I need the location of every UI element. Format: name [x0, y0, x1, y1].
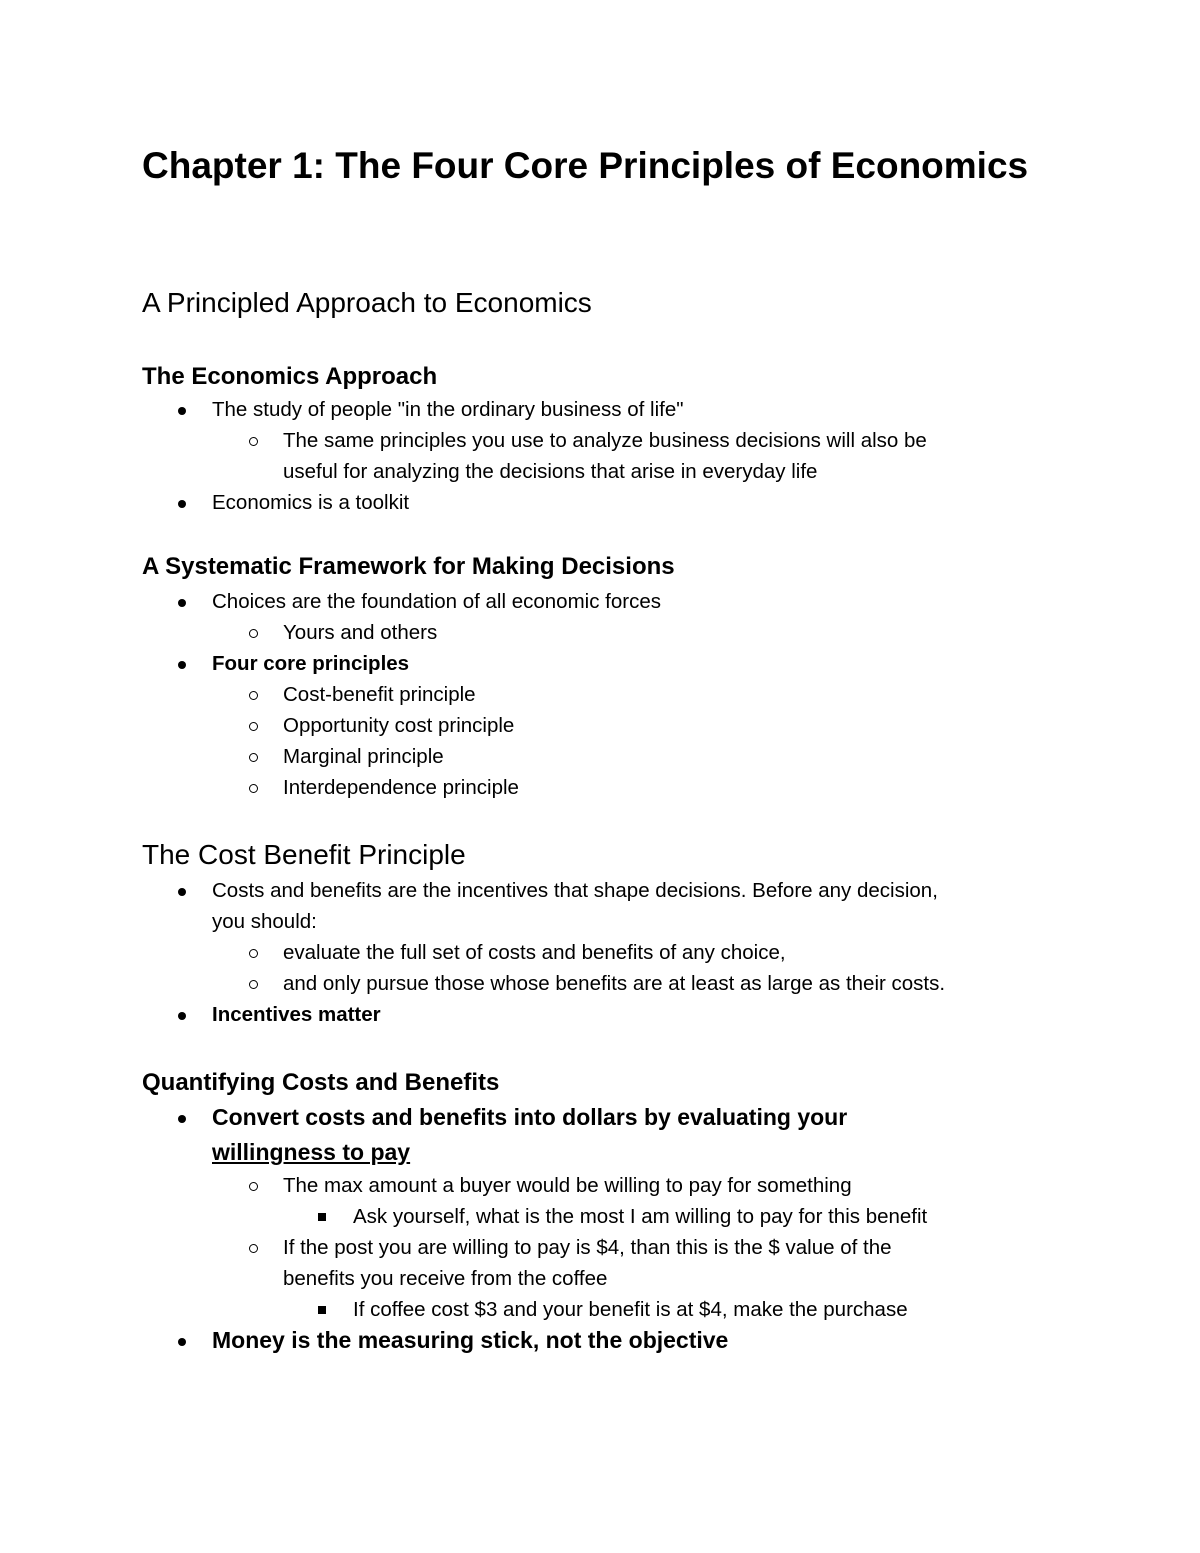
list-item: If coffee cost $3 and your benefit is at $4, make the purchase	[353, 1298, 908, 1321]
list-item-continuation: willingness to pay	[212, 1139, 411, 1165]
bullet-dot-icon	[178, 888, 186, 896]
bullet-circle-icon	[249, 753, 258, 762]
bullet-circle-icon	[249, 980, 258, 989]
list-item-continuation: you should:	[212, 910, 317, 933]
list-item: Four core principles	[212, 652, 410, 675]
list-item: Choices are the foundation of all economic forces	[212, 590, 661, 613]
list-item: evaluate the full set of costs and benefits of any choice,	[283, 941, 786, 964]
bullet-dot-icon	[178, 1115, 186, 1123]
subheading-systematic-framework: A Systematic Framework for Making Decisions	[142, 553, 675, 580]
bullet-circle-icon	[249, 722, 258, 731]
bullet-dot-icon	[178, 661, 186, 669]
list-item: The max amount a buyer would be willing to pay for something	[283, 1174, 852, 1197]
list-item: If the post you are willing to pay is $4, than this is the $ value of the	[283, 1236, 892, 1259]
bullet-dot-icon	[178, 1012, 186, 1020]
bullet-dot-icon	[178, 500, 186, 508]
list-item: The same principles you use to analyze business decisions will also be	[283, 429, 927, 452]
bullet-dot-icon	[178, 407, 186, 415]
bullet-circle-icon	[249, 1244, 258, 1253]
list-item-continuation: useful for analyzing the decisions that arise in everyday life	[283, 460, 818, 483]
list-item: Incentives matter	[212, 1003, 381, 1026]
list-item: Costs and benefits are the incentives that shape decisions. Before any decision,	[212, 879, 938, 902]
section-heading-principled-approach: A Principled Approach to Economics	[142, 287, 592, 318]
list-item: Money is the measuring stick, not the objective	[212, 1327, 729, 1353]
subheading-economics-approach: The Economics Approach	[142, 363, 438, 390]
bullet-dot-icon	[178, 1338, 186, 1346]
list-item: and only pursue those whose benefits are at least as large as their costs.	[283, 972, 946, 995]
subheading-quantifying-costs: Quantifying Costs and Benefits	[142, 1069, 500, 1096]
list-item: Interdependence principle	[283, 776, 519, 799]
bullet-circle-icon	[249, 629, 258, 638]
list-item: Opportunity cost principle	[283, 714, 515, 737]
list-item: The study of people "in the ordinary business of life"	[212, 398, 684, 421]
list-item: Convert costs and benefits into dollars by evaluating your	[212, 1104, 848, 1130]
bullet-circle-icon	[249, 437, 258, 446]
chapter-title: Chapter 1: The Four Core Principles of Economics	[142, 145, 1029, 186]
list-item: Ask yourself, what is the most I am willing to pay for this benefit	[353, 1205, 928, 1228]
bullet-circle-icon	[249, 949, 258, 958]
bullet-circle-icon	[249, 1182, 258, 1191]
bullet-square-icon	[318, 1306, 326, 1314]
bullet-square-icon	[318, 1213, 326, 1221]
bullet-circle-icon	[249, 784, 258, 793]
list-item-continuation: benefits you receive from the coffee	[283, 1267, 608, 1290]
list-item: Cost-benefit principle	[283, 683, 476, 706]
list-item: Yours and others	[283, 621, 438, 644]
section-heading-cost-benefit: The Cost Benefit Principle	[142, 839, 466, 870]
bullet-circle-icon	[249, 691, 258, 700]
list-item: Marginal principle	[283, 745, 444, 768]
list-item: Economics is a toolkit	[212, 491, 410, 514]
bullet-dot-icon	[178, 599, 186, 607]
